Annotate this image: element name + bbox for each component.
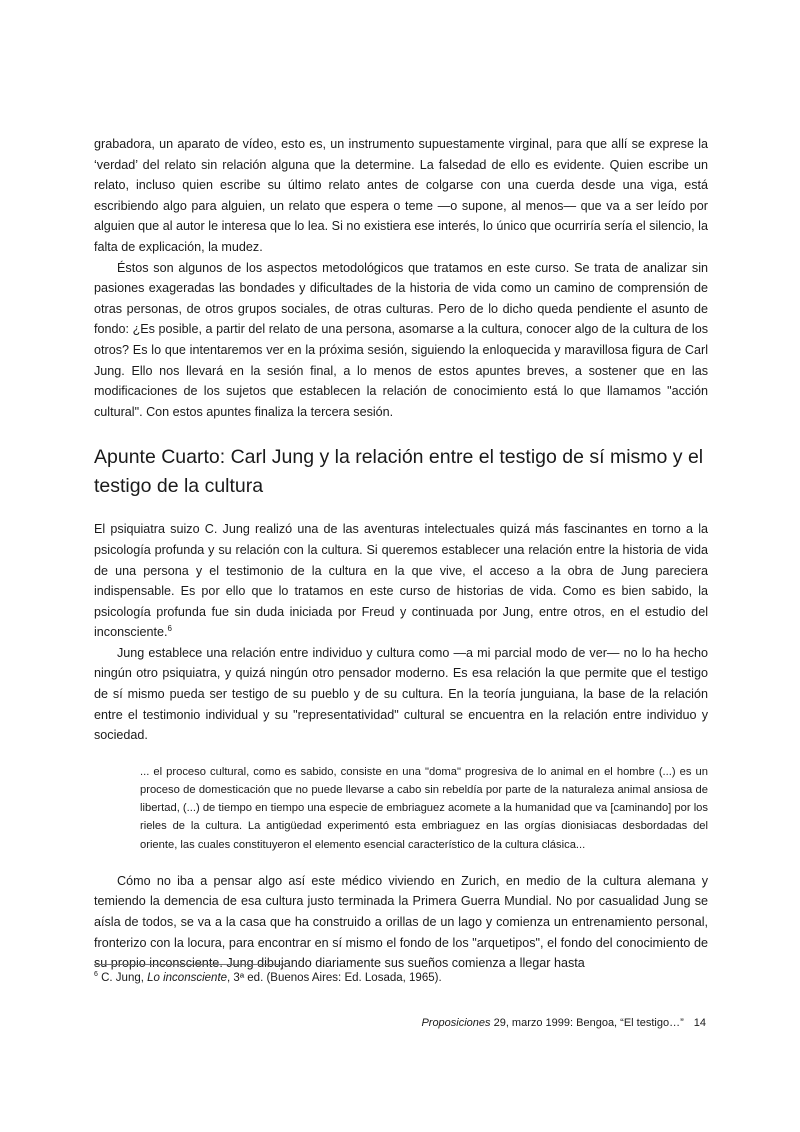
footnote	[94, 972, 442, 984]
footnote-number: 6	[94, 971, 98, 979]
paragraph-2: Éstos son algunos de los aspectos metodológicos que tratamos en este curso. Se trata de analizar sin pasiones exageradas las bondades y dificultades de la historia de vida como un camino de comprensión de otras personas, de otros grupos sociales, de otras culturas. Pero de lo dicho queda pendiente el asunto de fondo: ¿Es posible, a partir del relato de una persona, asomarse a la cultura, conocer algo de la cultura de los otros? Es lo que intentaremos ver en la próxima sesión, siguiendo la enloquecida y maravillosa figura de Carl Jung. Ello nos llevará en la sesión final, a lo menos de estos apuntes breves, a sostener que en las modificaciones de los sujetos que establecen la relación de conocimiento está lo que llamamos "acción cultural". Con estos apuntes finaliza la tercera sesión.	[94, 260, 708, 419]
paragraph-3-text: El psiquiatra suizo C. Jung realizó una de las aventuras intelectuales quizá más fascinantes en torno a la psicología profunda y su relación con la cultura. Si queremos establecer una relación entre la historia de vida de una persona y el testimonio de la cultura en la que vive, el acceso a la obra de Jung pareciera indispensable. Es por ello que lo tratamos en este curso de historias de vida. Como es bien sabido, la psicología profunda fue sin duda iniciada por Freud y continuada por Jung, entre otros, en el estudio del inconsciente.	[94, 522, 708, 640]
footnote-reference[interactable]: 6	[167, 624, 172, 634]
page-number: 14	[693, 1017, 706, 1029]
footnote-text-before: C. Jung,	[97, 972, 148, 984]
journal-name: Proposiciones	[421, 1017, 491, 1029]
footnote-text-after: , 3ª ed. (Buenos Aires: Ed. Losada, 1965).	[227, 972, 442, 984]
paragraph-5: Cómo no iba a pensar algo así este médico viviendo en Zurich, en medio de la cultura alemana y temiendo la demencia de esa cultura justo terminada la Primera Guerra Mundial. No por casualidad Jung se aísla de todos, se va a la casa que ha construido a orillas de un lago y comienza un entrenamiento personal, fronterizo con la locura, para encontrar en sí mismo el fondo de los "arquetipos", el fondo del conocimiento de su propio inconsciente. Jung dibujando diariamente sus sueños comienza a llegar hasta	[94, 873, 708, 971]
section-heading: Apunte Cuarto: Carl Jung y la relación entre el testigo de sí mismo y el testigo de la cultura	[94, 446, 704, 498]
footnote-title: Lo inconsciente	[147, 972, 228, 984]
footer-citation: 29, marzo 1999: Bengoa, “El testigo…”	[490, 1017, 684, 1029]
page-body	[94, 134, 708, 974]
block-quote: ... el proceso cultural, como es sabido, consiste en una "doma" progresiva de lo animal en el hombre (...) es un proceso de domesticación que no puede llevarse a cabo sin rebeldía por parte de la naturaleza animal ansiosa de libertad, (...) de tiempo en tiempo una especie de embriaguez acomete a la humanidad que va [caminando] por los rieles de la cultura. La antigüedad experimentó esta embriaguez en las orgías dionisiacas desbordadas del oriente, las cuales constituyeron el elemento esencial característico de la cultura clásica...	[140, 765, 708, 851]
page-footer	[421, 1017, 706, 1029]
paragraph-3	[94, 519, 708, 643]
paragraph-1: grabadora, un aparato de vídeo, esto es, un instrumento supuestamente virginal, para que allí se exprese la ‘verdad’ del relato sin relación alguna que la determine. La falsedad de ello es evidente. Quien escribe un relato, incluso quien escribe su último relato antes de colgarse con una cuerda desde una viga, está escribiendo algo para alguien, un relato que espera o teme —o supone, al menos— que va a ser leído por alguien que al autor le interesa que lo lea. Si no existiera ese interés, lo único que ocurriría sería el silencio, la falta de explicación, la mudez.	[94, 137, 708, 254]
footnote-separator	[94, 964, 284, 965]
paragraph-4: Jung establece una relación entre individuo y cultura como —a mi parcial modo de ver— no lo ha hecho ningún otro psiquiatra, y quizá ningún otro pensador moderno. Es esa relación la que permite que el testigo de sí mismo pueda ser testigo de su pueblo y de su cultura. En la teoría junguiana, la base de la relación entre el testimonio individual y su "representatividad" cultural se encuentra en la relación entre individuo y sociedad.	[94, 645, 708, 743]
